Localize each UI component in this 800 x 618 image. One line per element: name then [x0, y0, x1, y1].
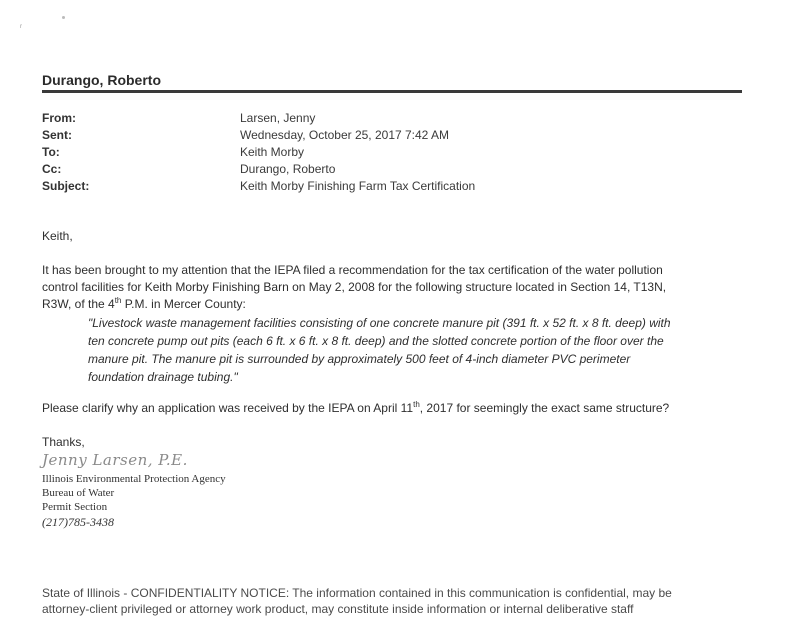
text-run: , 2017 for seemingly the exact same structure?: [419, 401, 670, 415]
closing: Thanks,: [42, 435, 85, 449]
quote-line: foundation drainage tubing.": [88, 370, 238, 384]
signature-agency: Illinois Environmental Protection Agency: [42, 473, 226, 485]
signature-block: [42, 472, 226, 514]
header-rule: [42, 90, 742, 93]
body-paragraph-2: [42, 400, 742, 417]
quote-line: manure pit. The manure pit is surrounded by approximately 500 feet of 4-inch diameter PVC perimeter: [88, 352, 631, 366]
header-label: To:: [42, 145, 60, 159]
paragraph-line: [42, 296, 742, 313]
signature-section: Permit Section: [42, 501, 108, 513]
header-to: [42, 144, 742, 161]
email-headers: [42, 110, 742, 195]
signature-phone: (217)785-3438: [42, 515, 114, 529]
signature-name: Jenny Larsen, P.E.: [42, 451, 188, 469]
header-label: Cc:: [42, 162, 62, 176]
notice-line: attorney-client privileged or attorney work product, may constitute inside information or internal deliberative staff: [42, 602, 634, 616]
scan-mark: ʳ: [20, 22, 23, 32]
mailbox-owner: Durango, Roberto: [42, 72, 161, 88]
header-value: Keith Morby Finishing Farm Tax Certification: [240, 179, 476, 193]
signature-bureau: Bureau of Water: [42, 487, 115, 499]
superscript: th: [413, 400, 420, 409]
scan-speck: [62, 16, 65, 19]
body-paragraph-1: [42, 262, 742, 313]
header-value: Larsen, Jenny: [240, 111, 316, 125]
header-subject: [42, 178, 742, 195]
header-label: Subject:: [42, 179, 90, 193]
paragraph-line: It has been brought to my attention that the IEPA filed a recommendation for the tax certification of the water pollution: [42, 263, 663, 277]
header-label: Sent:: [42, 128, 72, 142]
structure-quote: [88, 314, 728, 386]
quote-line: ten concrete pump out pits (each 6 ft. x 6 ft. x 8 ft. deep) and the slotted concrete portion of the floor over the: [88, 334, 664, 348]
text-run: R3W, of the 4: [42, 297, 115, 311]
text-run: P.M. in Mercer County:: [121, 297, 246, 311]
greeting: Keith,: [42, 229, 73, 243]
header-cc: [42, 161, 742, 178]
header-value: Keith Morby: [240, 145, 305, 159]
confidentiality-notice: [42, 585, 762, 617]
quote-line: "Livestock waste management facilities consisting of one concrete manure pit (391 ft. x 52 ft. x 8 ft. deep) with: [88, 316, 671, 330]
header-label: From:: [42, 111, 76, 125]
notice-line: State of Illinois - CONFIDENTIALITY NOTICE: The information contained in this communication is confidential, may be: [42, 586, 672, 600]
superscript: th: [114, 296, 122, 305]
text-run: Please clarify why an application was received by the IEPA on April 11: [42, 401, 414, 415]
header-from: [42, 110, 742, 127]
paragraph-line: control facilities for Keith Morby Finishing Barn on May 2, 2008 for the following structure located in Section 14, T13N,: [42, 280, 667, 294]
header-sent: [42, 127, 742, 144]
header-value: Wednesday, October 25, 2017 7:42 AM: [240, 128, 450, 142]
header-value: Durango, Roberto: [240, 162, 336, 176]
